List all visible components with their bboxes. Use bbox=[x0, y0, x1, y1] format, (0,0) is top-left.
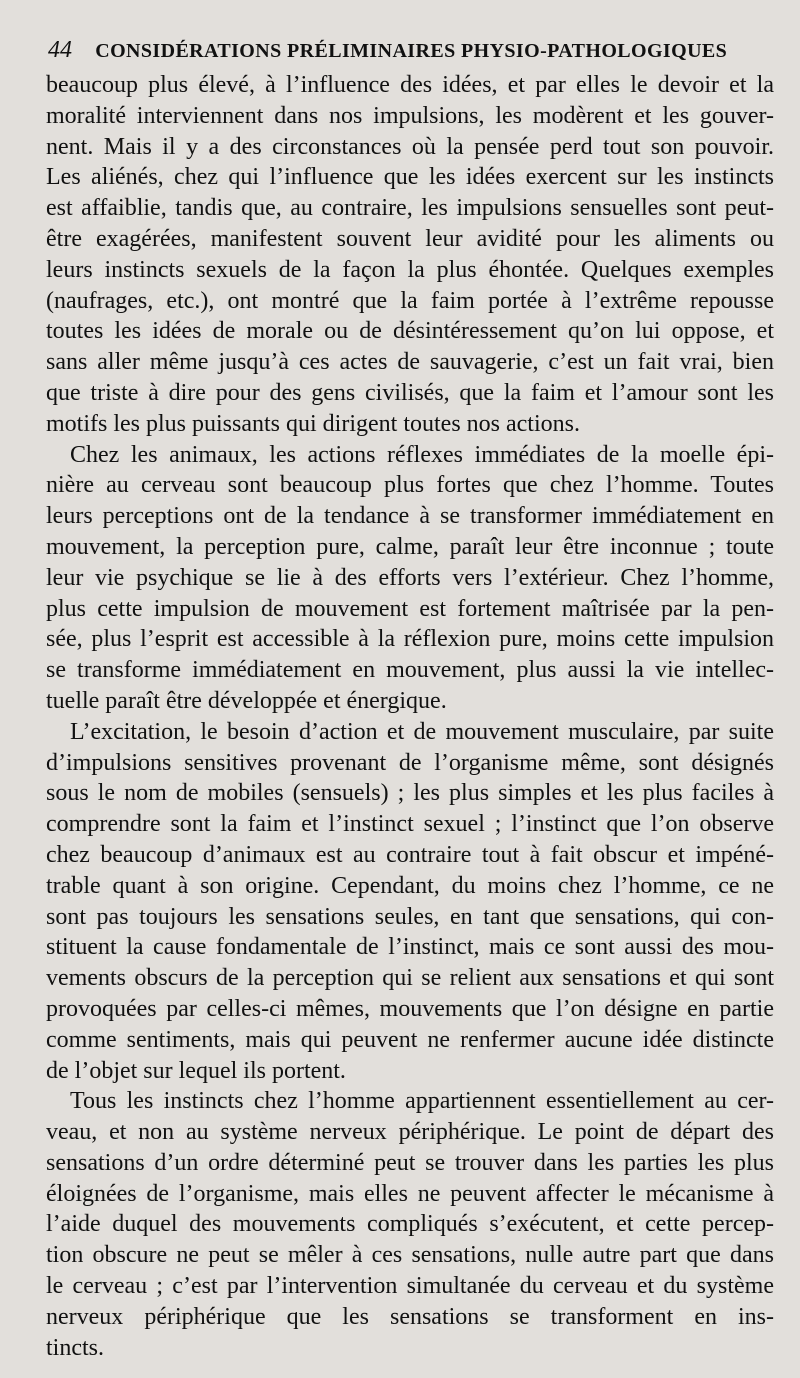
text-line: d’impulsions sensitives provenant de l’organisme même, sont désignés bbox=[46, 749, 774, 776]
text-line: que triste à dire pour des gens civilisés, que la faim et l’amour sont les bbox=[46, 379, 774, 406]
text-line: chez beaucoup d’animaux est au contraire tout à fait obscur et impéné- bbox=[46, 841, 774, 868]
text-line: nent. Mais il y a des circonstances où la pensée perd tout son pouvoir. bbox=[46, 133, 774, 160]
text-line: stituent la cause fondamentale de l’instinct, mais ce sont aussi des mou- bbox=[46, 934, 774, 961]
text-line: nerveux périphérique que les sensations se transforment en ins- bbox=[46, 1303, 774, 1330]
text-line: sont pas toujours les sensations seules, en tant que sensations, qui con- bbox=[46, 903, 774, 930]
text-line: tuelle paraît être développée et énergique. bbox=[46, 687, 447, 714]
text-line: sous le nom de mobiles (sensuels) ; les plus simples et les plus faciles à bbox=[46, 780, 774, 807]
text-line: toutes les idées de morale ou de désintéressement qu’on lui oppose, et bbox=[46, 318, 774, 345]
text-line: leurs instincts sexuels de la façon la plus éhontée. Quelques exemples bbox=[46, 256, 774, 283]
text-line: se transforme immédiatement en mouvement, plus aussi la vie intellec- bbox=[46, 657, 774, 684]
text-line: être exagérées, manifestent souvent leur avidité pour les aliments ou bbox=[46, 225, 774, 252]
text-line: vements obscurs de la perception qui se relient aux sensations et qui sont bbox=[46, 965, 774, 992]
text-line: L’excitation, le besoin d’action et de mouvement musculaire, par suite bbox=[70, 718, 774, 745]
text-line: comme sentiments, mais qui peuvent ne renfermer aucune idée distincte bbox=[46, 1026, 774, 1053]
text-line: moralité interviennent dans nos impulsions, les modèrent et les gouver- bbox=[46, 102, 774, 129]
text-line: nière au cerveau sont beaucoup plus fortes que chez l’homme. Toutes bbox=[46, 472, 774, 499]
text-line: (naufrages, etc.), ont montré que la faim portée à l’extrême repousse bbox=[46, 287, 774, 314]
text-line: Tous les instincts chez l’homme appartiennent essentiellement au cer- bbox=[70, 1088, 774, 1115]
page-header bbox=[48, 34, 800, 66]
text-line: sans aller même jusqu’à ces actes de sauvagerie, c’est un fait vrai, bien bbox=[46, 349, 774, 376]
text-line: leurs perceptions ont de la tendance à se transformer immédiatement en bbox=[46, 503, 774, 530]
text-line: le cerveau ; c’est par l’intervention simultanée du cerveau et du système bbox=[46, 1273, 774, 1300]
text-line: de l’objet sur lequel ils portent. bbox=[46, 1057, 346, 1084]
body-text bbox=[46, 70, 774, 1363]
text-line: provoquées par celles-ci mêmes, mouvements que l’on désigne en partie bbox=[46, 995, 774, 1022]
text-line: est affaiblie, tandis que, au contraire, les impulsions sensuelles sont peut- bbox=[46, 195, 774, 222]
text-line: comprendre sont la faim et l’instinct sexuel ; l’instinct que l’on observe bbox=[46, 811, 774, 838]
text-line: Les aliénés, chez qui l’influence que les idées exercent sur les instincts bbox=[46, 164, 774, 191]
text-line: mouvement, la perception pure, calme, paraît leur être inconnue ; toute bbox=[46, 533, 774, 560]
text-line: éloignées de l’organisme, mais elles ne peuvent affecter le mécanisme à bbox=[46, 1180, 774, 1207]
text-line: sensations d’un ordre déterminé peut se trouver dans les parties les plus bbox=[46, 1149, 774, 1176]
text-line: veau, et non au système nerveux périphérique. Le point de départ des bbox=[46, 1119, 774, 1146]
text-line: beaucoup plus élevé, à l’influence des idées, et par elles le devoir et la bbox=[46, 72, 774, 98]
text-line: tincts. bbox=[46, 1334, 104, 1361]
page-number: 44 bbox=[48, 37, 72, 63]
text-line: tion obscure ne peut se mêler à ces sensations, nulle autre part que dans bbox=[46, 1242, 774, 1269]
running-title: CONSIDÉRATIONS PRÉLIMINAIRES PHYSIO-PATHOLOGIQUES bbox=[95, 40, 728, 62]
text-line: motifs les plus puissants qui dirigent toutes nos actions. bbox=[46, 410, 580, 437]
text-line: leur vie psychique se lie à des efforts vers l’extérieur. Chez l’homme, bbox=[46, 564, 774, 591]
text-line: l’aide duquel des mouvements compliqués s’exécutent, et cette percep- bbox=[46, 1211, 774, 1238]
text-line: plus cette impulsion de mouvement est fortement maîtrisée par la pen- bbox=[46, 595, 774, 622]
text-line: Chez les animaux, les actions réflexes immédiates de la moelle épi- bbox=[70, 441, 774, 468]
text-line: trable quant à son origine. Cependant, du moins chez l’homme, ce ne bbox=[46, 872, 774, 899]
text-line: sée, plus l’esprit est accessible à la réflexion pure, moins cette impulsion bbox=[46, 626, 774, 653]
